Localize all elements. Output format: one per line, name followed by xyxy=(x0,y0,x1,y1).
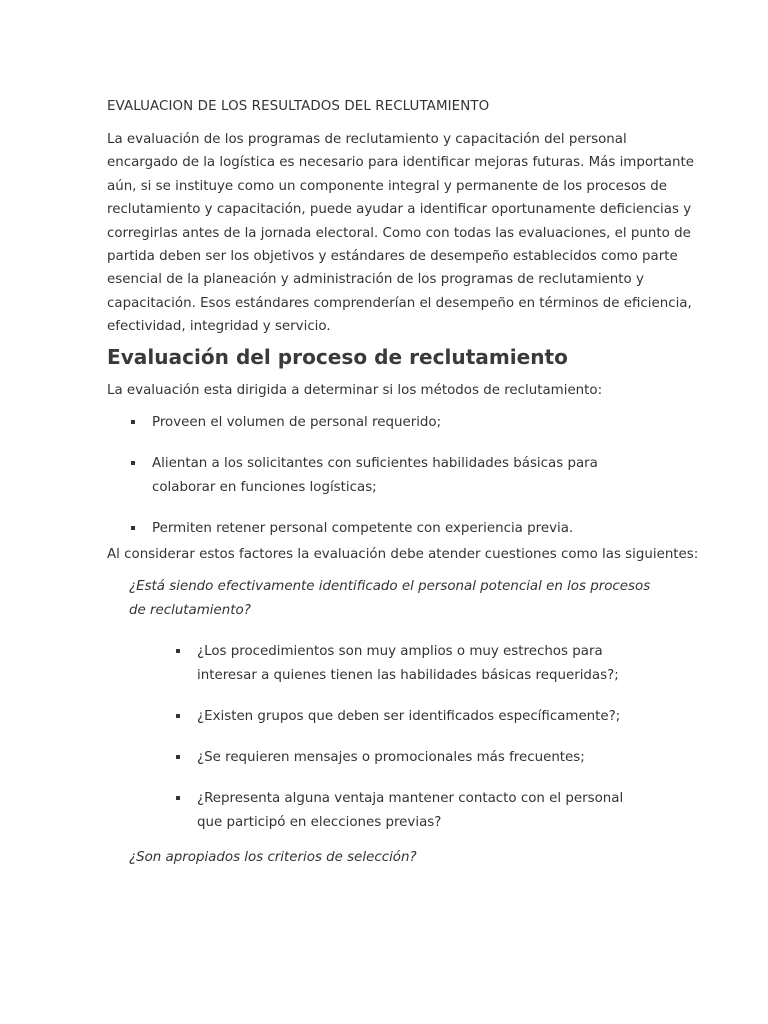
list-item xyxy=(107,452,667,500)
list-item-text: ¿Los procedimientos son muy amplios o muy estrechos para xyxy=(197,643,603,659)
consider-paragraph: Al considerar estos factores la evaluación debe atender cuestiones como las siguientes: xyxy=(107,546,699,562)
list-item-text: Alientan a los solicitantes con suficientes habilidades básicas para xyxy=(152,455,598,471)
section-heading: Evaluación del proceso de reclutamiento xyxy=(107,344,568,369)
paragraph-line: partida deben ser los objetivos y estándares de desempeño establecidos como parte xyxy=(107,249,678,265)
paragraph-line: efectividad, integridad y servicio. xyxy=(107,319,331,335)
list-item-text: Proveen el volumen de personal requerido; xyxy=(152,414,442,430)
list-item xyxy=(107,640,667,688)
paragraph-line: capacitación. Esos estándares comprenderían el desempeño en términos de eficiencia, xyxy=(107,295,692,311)
list-item xyxy=(107,517,667,541)
list-item-text: interesar a quienes tienen las habilidades básicas requeridas?; xyxy=(197,667,619,683)
section-intro: La evaluación esta dirigida a determinar si los métodos de reclutamiento: xyxy=(107,382,603,398)
list-item-text: colaborar en funciones logísticas; xyxy=(152,479,377,495)
question-line: ¿Está siendo efectivamente identificado el personal potencial en los procesos xyxy=(129,578,651,594)
paragraph-line: aún, si se instituye como un componente integral y permanente de los procesos de xyxy=(107,178,668,194)
document-page xyxy=(107,97,699,881)
list-item xyxy=(107,411,667,435)
list-item-text: ¿Existen grupos que deben ser identificados específicamente?; xyxy=(197,708,621,724)
question-italic: ¿Son apropiados los criterios de selección? xyxy=(129,850,417,866)
paragraph-line: corregirlas antes de la jornada electoral. Como con todas las evaluaciones, el punto de xyxy=(107,225,691,241)
list-item xyxy=(107,746,667,770)
list-item-text: ¿Se requieren mensajes o promocionales más frecuentes; xyxy=(197,749,585,765)
list-item xyxy=(107,787,667,835)
intro-paragraph xyxy=(107,128,694,339)
list-item-text: ¿Representa alguna ventaja mantener contacto con el personal xyxy=(197,790,624,806)
paragraph-line: reclutamiento y capacitación, puede ayudar a identificar oportunamente deficiencias y xyxy=(107,202,692,218)
document-title: EVALUACION DE LOS RESULTADOS DEL RECLUTAMIENTO xyxy=(107,99,490,114)
paragraph-line: La evaluación de los programas de reclutamiento y capacitación del personal xyxy=(107,132,627,147)
list-item xyxy=(107,705,667,729)
list-item-text: que participó en elecciones previas? xyxy=(197,814,442,830)
bullet-list xyxy=(107,411,667,541)
sub-bullet-list xyxy=(107,640,667,835)
question-italic xyxy=(129,575,667,623)
paragraph-line: esencial de la planeación y administración de los programas de reclutamiento y xyxy=(107,272,644,288)
list-item-text: Permiten retener personal competente con experiencia previa. xyxy=(152,520,574,536)
paragraph-line: encargado de la logística es necesario para identificar mejoras futuras. Más importante xyxy=(107,155,694,171)
question-line: de reclutamiento? xyxy=(129,602,251,618)
